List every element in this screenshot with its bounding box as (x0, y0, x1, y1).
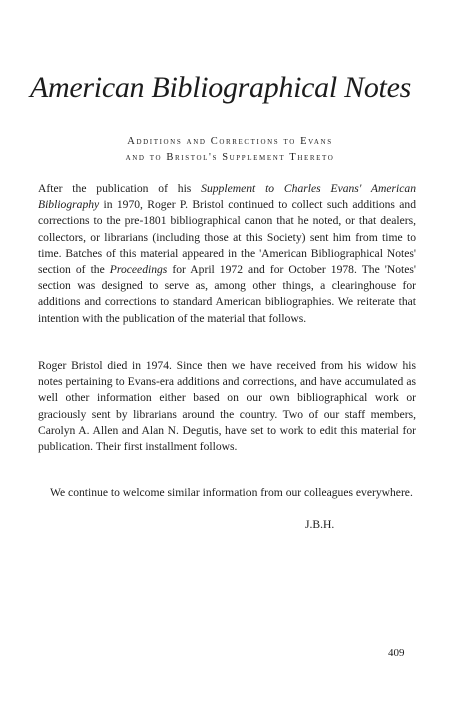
paragraph-3: We continue to welcome similar information from our colleagues everywhere. (50, 486, 413, 499)
paragraph-1-italic-proceedings: Proceedings (109, 263, 168, 277)
subtitle-line-2: and to Bristol's Supplement Thereto (125, 152, 335, 163)
page-title: American Bibliographical Notes (30, 71, 411, 104)
page-number: 409 (388, 647, 405, 659)
paragraph-1-text-b: in 1970, Roger P. Bristol continued to collect such additions and corrections to the pre-1801 bibliographical canon that he noted, or that dealers, collectors, or librarians (including those at this Society) sent him from time to time. Batches of this material appeared in the 'American Bibliographical Notes' section of the (38, 198, 416, 277)
paragraph-1-italic-title: Supplement to Charles Evans' American Bibliography (38, 182, 416, 212)
paragraph-1 (38, 181, 416, 327)
paragraph-2: Roger Bristol died in 1974. Since then we have received from his widow his notes pertaining to Evans-era additions and corrections, and have accumulated as well other information either based on our own bibliographical work or graciously sent by librarians around the country. Two of our staff members, Carolyn A. Allen and Alan N. Degutis, have set to work to edit this material for publication. Their first installment follows. (38, 359, 416, 454)
paragraph-1-text-c: for April 1972 and for October 1978. The 'Notes' section was designed to serve as, among other things, a clearinghouse for additions and corrections to standard American bibliographies. We reiterate that intention with the publication of the material that follows. (38, 263, 416, 325)
paragraph-1-text-a: After the publication of his (38, 182, 202, 195)
signature-initials: J.B.H. (305, 518, 335, 531)
subtitle-line-1: Additions and Corrections to Evans (127, 136, 333, 147)
